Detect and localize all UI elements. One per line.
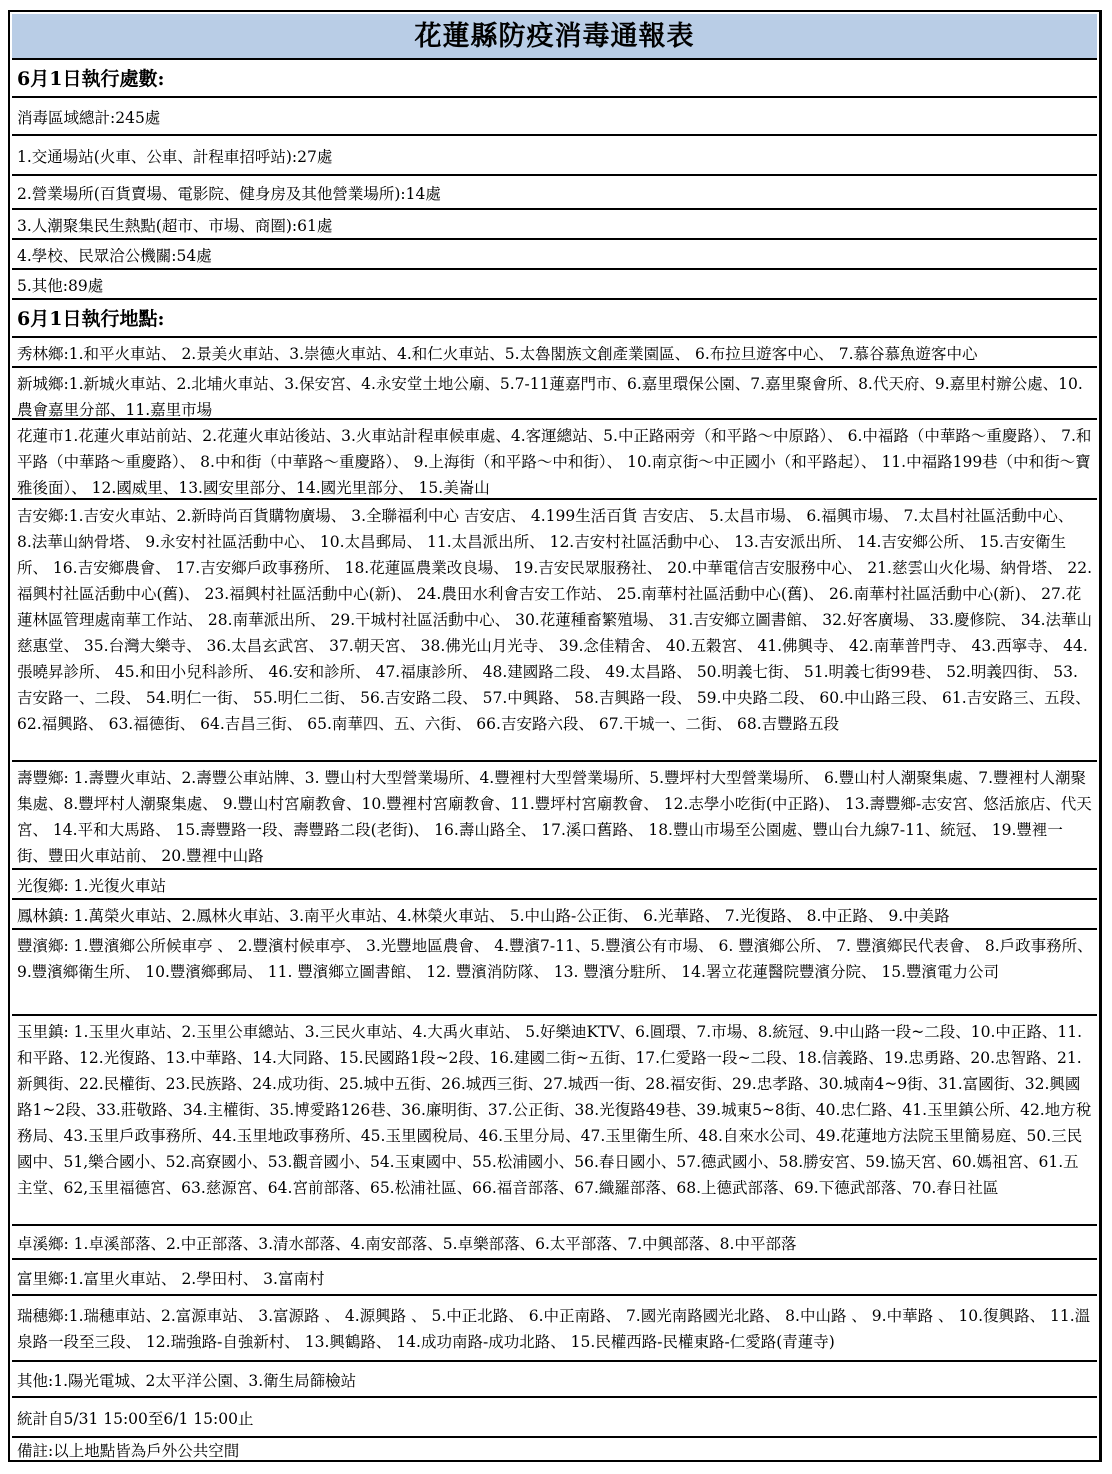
statistics-period: 統計自5/31 15:00至6/1 15:00止 [12,1400,1097,1438]
total-count: 消毒區域總計:245處 [12,100,1097,136]
township-fuli: 富里鄉:1.富里火車站、 2.學田村、 3.富南村 [12,1262,1097,1296]
township-guangfu: 光復鄉: 1.光復火車站 [12,872,1097,900]
category-other: 5.其他:89處 [12,272,1097,300]
township-jian: 吉安鄉:1.吉安火車站、2.新時尚百貨購物廣場、 3.全聯福利中心 吉安店、 4.199生活百貨 吉安店、 5.太昌市場、 6.福興市場、 7.太昌村社區活動中心、 8.法華山納骨塔、 9.永安村社區活動中心、 10.太昌郵局、 11.太昌派出所、 12.吉安村社區活動中心、 13.吉安派出所、 14.吉安鄉公所、 15.吉安衛生所、 16.吉安鄉農會、 17.吉安鄉戶政事務所、 18.花蓮區農業改良場、 19.吉安民眾服務社、 20.中華電信吉安服務中心、 21.慈雲山火化場、納骨塔、 22.福興村社區活動中心(舊)、 23.福興村社區活動中心(新)、 24.農田水利會吉安工作站、 25.南華村社區活動中心(舊)、 26.南華村社區活動中心(新)、 27.花蓮林區管理處南華工作站、 28.南華派出所、 29.干城村社區活動中心、 30.花蓮種畜繁殖場、 31.吉安鄉立圖書館、 32.好客廣場、 33.慶修院、 34.法華山慈惠堂、 35.台灣大樂寺、 36.太昌玄武宮、 37.朝天宮、 38.佛光山月光寺、 39.念佳精舍、 40.五穀宮、 41.佛興寺、 42.南華普門寺、 43.西寧寺、 44.張曉昇診所、 45.和田小兒科診所、 46.安和診所、 47.福康診所、 48.建國路二段、 49.太昌路、 50.明義七街、 51.明義七街99巷、 52.明義四街、 53.吉安路一、二段、 54.明仁一街、 55.明仁二街、 56.吉安路二段、 57.中興路、 58.吉興路一段、 59.中央路二段、 60.中山路三段、 61.吉安路三、五段、 62.福興路、 63.福德街、 64.吉昌三街、 65.南華四、五、六街、 66.吉安路六段、 67.干城一、二街、 68.吉豐路五段 [12,502,1097,762]
township-xiulin: 秀林鄉:1.和平火車站、 2.景美火車站、3.崇德火車站、4.和仁火車站、5.太魯閣族文創產業園區、 6.布拉旦遊客中心、 7.慕谷慕魚遊客中心 [12,340,1097,368]
category-traffic: 1.交通場站(火車、公車、計程車招呼站):27處 [12,138,1097,176]
township-fengbin: 豐濱鄉: 1.豐濱鄉公所候車亭 、 2.豐濱村候車亭、 3.光豐地區農會、 4.豐濱7-11、5.豐濱公有市場、 6. 豐濱鄉公所、 7. 豐濱鄉民代表會、 8.戶政事務所、 9.豐濱鄉衛生所、 10.豐濱鄉郵局、 11. 豐濱鄉立圖書館、 12. 豐濱消防隊、 13. 豐濱分駐所、 14.署立花蓮醫院豐濱分院、 15.豐濱電力公司 [12,932,1097,1016]
location-section-header: 6月1日執行地點: [12,302,1097,338]
township-hualien-city: 花蓮市1.花蓮火車站前站、2.花蓮火車站後站、3.火車站計程車候車處、4.客運總站、5.中正路兩旁（和平路～中原路）、 6.中福路（中華路～重慶路）、 7.和平路（中華路～重慶路）、 8.中和街（中華路～重慶路）、 9.上海街（和平路～中和街）、 10.南京街～中正國小（和平路起）、 11.中福路199巷（中和街～寶雅後面）、 12.國威里、13.國安里部分、14.國光里部分、 15.美崙山 [12,422,1097,500]
category-business: 2.營業場所(百貨賣場、電影院、健身房及其他營業場所):14處 [12,178,1097,210]
township-yuli: 玉里鎮: 1.玉里火車站、2.玉里公車總站、3.三民火車站、4.大禹火車站、 5.好樂迪KTV、6.圓環、7.市場、8.統冠、9.中山路一段~二段、10.中正路、11.和平路、12.光復路、13.中華路、14.大同路、15.民國路1段~2段、16.建國二街~五街、17.仁愛路一段~二段、18.信義路、19.忠勇路、20.忠智路、21.新興街、22.民權街、23.民族路、24.成功街、25.城中五街、26.城西三街、27.城西一街、28.福安街、29.忠孝路、30.城南4~9街、31.富國街、32.興國路1~2段、33.莊敬路、34.主權街、35.博愛路126巷、36.廉明街、37.公正街、38.光復路49巷、39.城東5~8街、40.忠仁路、41.玉里鎮公所、42.地方稅務局、43.玉里戶政事務所、44.玉里地政事務所、45.玉里國稅局、46.玉里分局、47.玉里衛生所、48.自來水公司、49.花蓮地方法院玉里簡易庭、50.三民國中、51,樂合國小、52.高寮國小、53.觀音國小、54.玉東國中、55.松浦國小、56.春日國小、57.德武國小、58.勝安宮、59.協天宮、60.媽祖宮、61.五主堂、62,玉里福德宮、63.慈源宮、64.宮前部落、65.松浦社區、66.福音部落、67.織羅部落、68.上德武部落、69.下德武部落、70.春日社區 [12,1018,1097,1226]
township-zhuoxi: 卓溪鄉: 1.卓溪部落、2.中正部落、3.清水部落、4.南安部落、5.卓樂部落、6.太平部落、7.中興部落、8.中平部落 [12,1228,1097,1260]
report-title: 花蓮縣防疫消毒通報表 [12,14,1097,60]
township-shoufeng: 壽豐鄉: 1.壽豐火車站、2.壽豐公車站牌、3. 豐山村大型營業場所、4.豐裡村大型營業場所、5.豐坪村大型營業場所、 6.豐山村人潮聚集處、7.豐裡村人潮聚集處、8.豐坪村人潮聚集處、 9.豐山村宮廟教會、10.豐裡村宮廟教會、11.豐坪村宮廟教會、 12.志學小吃街(中正路)、 13.壽豐鄉-志安宮、悠活旅店、代天宮、 14.平和大馬路、 15.壽豐路一段、壽豐路二段(老街)、 16.壽山路全、 17.溪口舊路、 18.豐山市場至公園處、豐山台九線7-11、統冠、 19.豐裡一街、豐田火車站前、 20.豐裡中山路 [12,764,1097,870]
township-ruisui: 瑞穗鄉:1.瑞穗車站、2.富源車站、 3.富源路 、 4.源興路 、 5.中正北路、 6.中正南路、 7.國光南路國光北路、 8.中山路 、 9.中華路 、 10.復興路、 11.溫泉路一段至三段、 12.瑞強路-自強新村、 13.興鶴路、 14.成功南路-成功北路、 15.民權西路-民權東路-仁愛路(青蓮寺) [12,1298,1097,1362]
category-hotspot: 3.人潮聚集民生熱點(超市、市場、商圈):61處 [12,212,1097,240]
count-section-header: 6月1日執行處數: [12,62,1097,98]
township-other: 其他:1.陽光電城、2太平洋公園、3.衛生局篩檢站 [12,1364,1097,1398]
category-school: 4.學校、民眾洽公機關:54處 [12,242,1097,270]
township-xincheng: 新城鄉:1.新城火車站、2.北埔火車站、3.保安宮、4.永安堂土地公廟、5.7-11蓮嘉門市、6.嘉里環保公園、7.嘉里聚會所、8.代天府、9.嘉里村辦公處、10.農會嘉里分部、11.嘉里市場 [12,370,1097,420]
township-fenglin: 鳳林鎮: 1.萬榮火車站、2.鳳林火車站、3.南平火車站、4.林榮火車站、 5.中山路-公正街、 6.光華路、 7.光復路、 8.中正路、 9.中美路 [12,902,1097,930]
report-table [8,10,1102,1462]
remark-note: 備註:以上地點皆為戶外公共空間 [17,1442,240,1460]
